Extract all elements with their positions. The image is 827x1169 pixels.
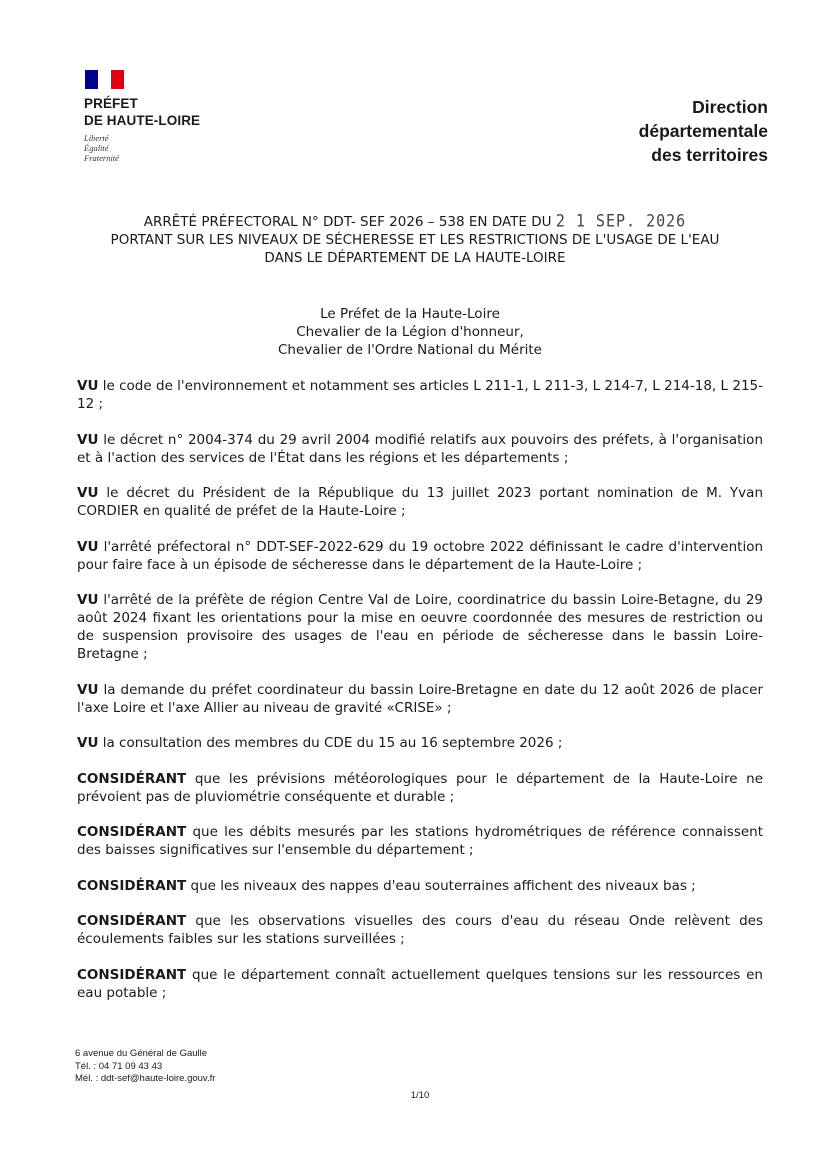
considerant-paragraph: CONSIDÉRANT que les prévisions météorologiques pour le département de la Haute-Loire ne prévoient pas de pluviométrie conséquente et durable ; [77,770,763,805]
footer-contact [75,1048,215,1086]
footer-email: Mél. : ddt-sef@haute-loire.gouv.fr [75,1073,216,1084]
visa-paragraph: VU la consultation des membres du CDE du 15 au 16 septembre 2026 ; [77,735,563,751]
direction-title: Direction départementale des territoires [638,97,768,165]
title-line-2: PORTANT SUR LES NIVEAUX DE SÉCHERESSE ET LES RESTRICTIONS DE L'USAGE DE L'EAU [110,232,720,248]
visa-paragraph: VU le décret n° 2004-374 du 29 avril 2004 modifié relatifs aux pouvoirs des préfets, à l'organisation et à l'action des services de l'État dans les régions et les départements ; [77,431,763,466]
considerant-paragraph: CONSIDÉRANT que le département connaît actuellement quelques tensions sur les ressources en eau potable ; [77,966,763,1001]
prefect-block: Le Préfet de la Haute-Loire Chevalier de la Légion d'honneur, Chevalier de l'Ordre National du Mérite [277,306,542,358]
republic-motto: Liberté Égalité Fraternité [84,133,119,163]
page-number: 1/10 [410,1090,430,1101]
visa-paragraph: VU l'arrêté de la préfète de région Centre Val de Loire, coordinatrice du bassin Loire-Betagne, du 29 août 2024 fixant les orientations pour la mise en oeuvre coordonnée des mesures de restriction ou de suspension provisoire des usages de l'eau en période de sécheresse dans le bassin Loire-Bretagne ; [77,592,764,662]
decree-body [77,377,763,1019]
prefet-name: PRÉFET DE HAUTE-LOIRE [84,96,201,128]
visa-paragraph: VU l'arrêté préfectoral n° DDT-SEF-2022-629 du 19 octobre 2022 définissant le cadre d'intervention pour faire face à un épisode de sécheresse dans le département de la Haute-Loire ; [77,538,764,573]
footer-address: 6 avenue du Général de Gaulle [75,1048,208,1059]
considerant-paragraph: CONSIDÉRANT que les observations visuelles des cours d'eau du réseau Onde relèvent des écoulements faibles sur les stations surveillées ; [77,913,763,947]
prefet-logo [84,70,200,163]
title-line-3: DANS LE DÉPARTEMENT DE LA HAUTE-LOIRE [264,250,566,266]
visa-paragraph: VU le code de l'environnement et notamment ses articles L 211-1, L 211-3, L 214-7, L 214-18, L 215-12 ; [77,378,764,412]
footer-phone: Tél. : 04 71 09 43 43 [75,1060,163,1072]
marianne-flag-icon [85,70,124,89]
considerant-paragraph: CONSIDÉRANT que les niveaux des nappes d'eau souterraines affichent des niveaux bas ; [77,877,696,894]
title-line-1: ARRÊTÉ PRÉFECTORAL N° DDT- SEF 2026 – 538 EN DATE DU [143,214,552,230]
considerant-paragraph: CONSIDÉRANT que les débits mesurés par les stations hydrométriques de référence connaissent des baisses significatives sur l'ensemble du département ; [77,824,764,858]
visa-paragraph: VU la demande du préfet coordinateur du bassin Loire-Bretagne en date du 12 août 2026 de placer l'axe Loire et l'axe Allier au niveau de gravité «CRISE» ; [77,681,763,716]
decree-title [60,212,770,267]
visa-paragraph: VU le décret du Président de la République du 13 juillet 2023 portant nomination de M. Yvan CORDIER en qualité de préfet de la Haute-Loire ; [77,485,763,519]
date-stamp: 2 1 SEP. 2026 [555,210,687,232]
